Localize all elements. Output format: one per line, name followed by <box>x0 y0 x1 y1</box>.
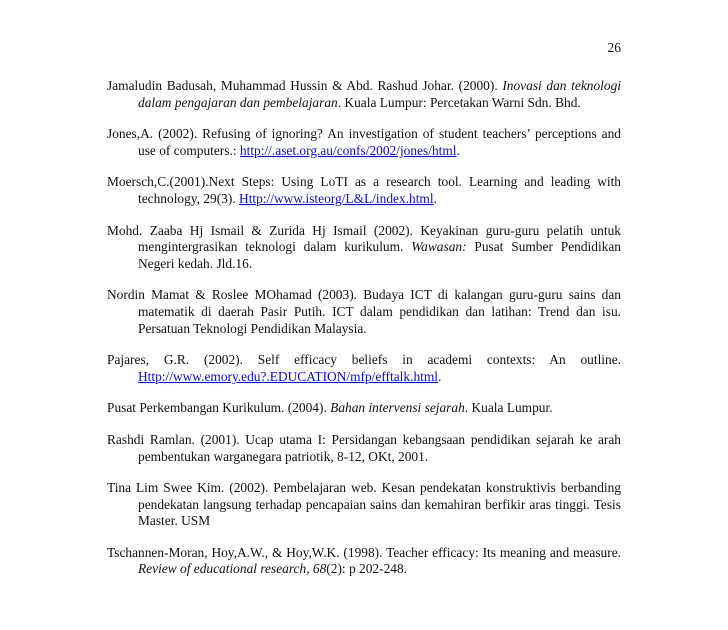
reference-text: (2): p 202-248. <box>326 561 408 577</box>
reference-text: . <box>456 142 460 158</box>
reference-text: Pusat Sumber Pendidikan Negeri kedah. Jld.16. <box>138 239 622 271</box>
reference-italic-text: Bahan intervensi sejarah <box>330 400 465 416</box>
reference-entry <box>107 287 621 337</box>
reference-text: Tina Lim Swee Kim. (2002). Pembelajaran web. Kesan pendekatan konstruktivis berbanding pendekatan langsung terhadap pencapaian sains dan kemahiran berfikir aras tinggi. Tesis Master. USM <box>107 480 621 529</box>
reference-text: Nordin Mamat & Roslee MOhamad (2003). Budaya ICT di kalangan guru-guru sains dan matematik di daerah Pasir Putih. ICT dalam pendidikan dan latihan: Trend dan isu. Persatuan Teknologi Pendidikan Malaysia. <box>107 287 621 336</box>
reference-italic-text: Inovasi dan teknologi dalam pengajaran dan pembelajaran <box>138 78 621 110</box>
reference-entry <box>107 400 621 417</box>
reference-text: Jones,A. (2002). Refusing of ignoring? An investigation of student teachers’ perceptions and use of computers.: <box>107 126 621 158</box>
reference-text: Pusat Perkembangan Kurikulum. (2004). <box>107 400 331 416</box>
reference-text: Moersch,C.(2001).Next Steps: Using LoTI as a research tool. Learning and leading with technology, 29(3). <box>107 174 621 206</box>
reference-entry <box>107 545 621 578</box>
reference-text: . <box>438 368 442 384</box>
reference-text: . <box>433 190 437 206</box>
reference-entry <box>107 432 621 465</box>
reference-text: . Kuala Lumpur: Percetakan Warni Sdn. Bhd. <box>337 94 581 110</box>
reference-entry <box>107 223 621 273</box>
reference-entry <box>107 126 621 159</box>
reference-url-link[interactable]: Http://www.isteorg/L&L/index.html <box>239 190 434 206</box>
reference-entry <box>107 78 621 111</box>
reference-entry <box>107 174 621 207</box>
reference-italic-text: Review of educational research, 68 <box>138 561 327 577</box>
reference-text: Pajares, G.R. (2002). Self efficacy beliefs in academi contexts: An outline. <box>107 352 621 368</box>
reference-entry <box>107 480 621 530</box>
reference-text: . Kuala Lumpur. <box>464 400 553 416</box>
page-number: 26 <box>607 40 621 55</box>
reference-text: Jamaludin Badusah, Muhammad Hussin & Abd. Rashud Johar. (2000). <box>107 78 503 93</box>
reference-entry <box>107 352 621 385</box>
reference-italic-text: Wawasan: <box>411 239 467 255</box>
reference-text: Rashdi Ramlan. (2001). Ucap utama I: Persidangan kebangsaan pendidikan sejarah ke arah pembentukan warganegara patriotik, 8-12, OKt, 2001. <box>107 431 621 464</box>
reference-text: Tschannen-Moran, Hoy,A.W., & Hoy,W.K. (1998). Teacher efficacy: Its meaning and measure. <box>107 544 621 560</box>
reference-text: Mohd. Zaaba Hj Ismail & Zurida Hj Ismail (2002). Keyakinan guru-guru pelatih untuk mengintergrasikan teknologi dalam kurikulum. <box>107 222 621 255</box>
reference-url-link[interactable]: http://.aset.org.au/confs/2002/jones/html <box>239 142 457 158</box>
reference-url-link[interactable]: Http://www.emory.edu?.EDUCATION/mfp/efftalk.html <box>138 368 438 384</box>
reference-list <box>107 78 621 593</box>
